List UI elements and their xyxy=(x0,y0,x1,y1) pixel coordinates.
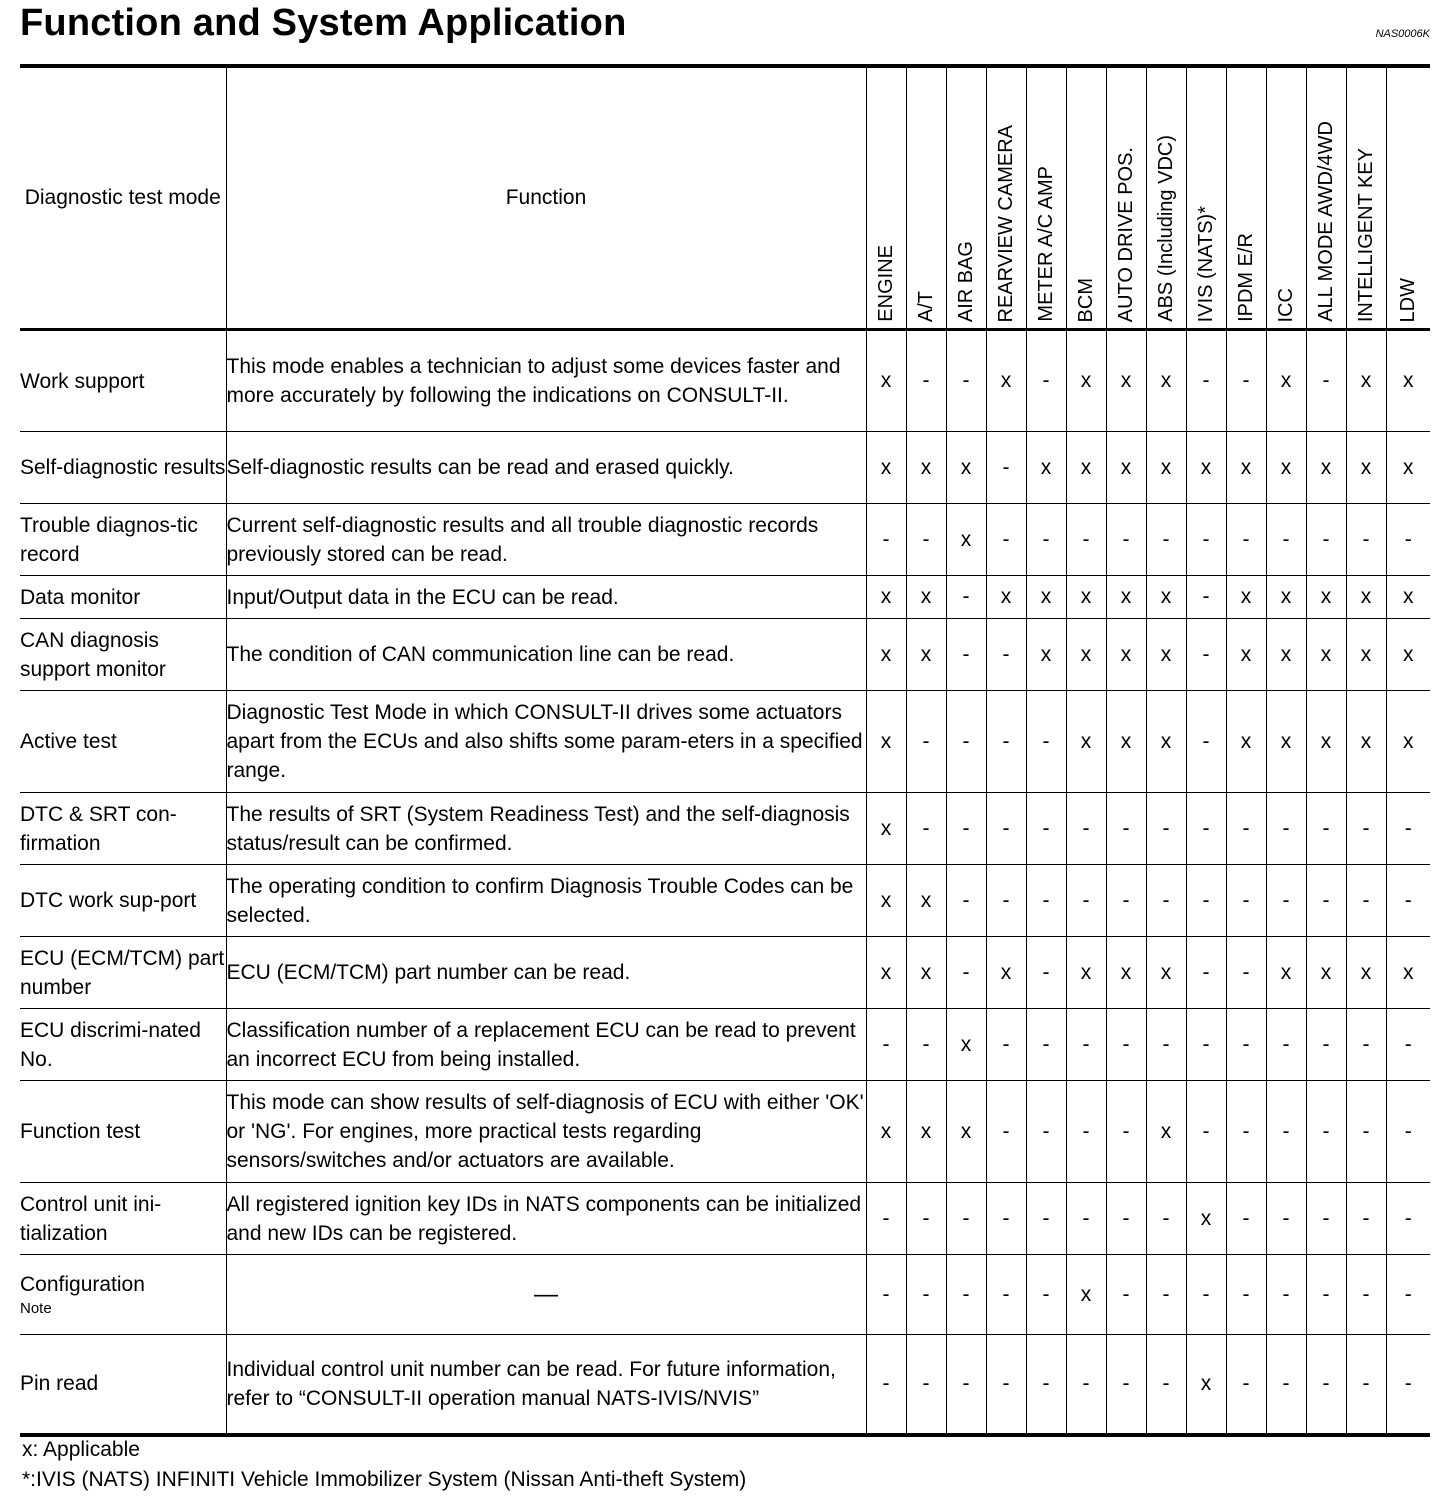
applicability-mark: x xyxy=(1266,576,1306,619)
applicability-mark: - xyxy=(1066,1009,1106,1081)
applicability-mark: x xyxy=(1226,576,1266,619)
function-description: All registered ignition key IDs in NATS components can be initialized and new IDs can be registered. xyxy=(226,1183,866,1255)
applicability-mark: x xyxy=(1386,619,1430,691)
applicability-mark: - xyxy=(906,504,946,576)
header-system-label: AUTO DRIVE POS. xyxy=(1115,146,1137,322)
applicability-mark: - xyxy=(946,937,986,1009)
header-system xyxy=(1306,66,1346,330)
table-row xyxy=(20,1255,1430,1335)
applicability-mark: x xyxy=(1266,330,1306,432)
applicability-mark: - xyxy=(1066,1183,1106,1255)
mode-note: Note xyxy=(20,1300,52,1317)
applicability-mark: - xyxy=(1386,1081,1430,1183)
applicability-mark: - xyxy=(1346,504,1386,576)
applicability-mark: x xyxy=(1146,937,1186,1009)
applicability-mark: - xyxy=(946,1255,986,1335)
applicability-mark: - xyxy=(1386,865,1430,937)
applicability-mark: - xyxy=(1106,504,1146,576)
applicability-mark: - xyxy=(1226,865,1266,937)
applicability-mark: - xyxy=(1346,793,1386,865)
applicability-mark: - xyxy=(1386,1183,1430,1255)
table-row xyxy=(20,432,1430,504)
applicability-mark: - xyxy=(1266,1009,1306,1081)
applicability-mark: - xyxy=(1266,865,1306,937)
applicability-mark: - xyxy=(1146,1009,1186,1081)
applicability-mark: - xyxy=(1146,504,1186,576)
applicability-mark: x xyxy=(986,576,1026,619)
applicability-mark: - xyxy=(1266,1255,1306,1335)
applicability-mark: - xyxy=(1026,504,1066,576)
mode-cell xyxy=(20,1335,226,1435)
asterisk-note: *:IVIS (NATS) INFINITI Vehicle Immobilizer System (Nissan Anti-theft System) xyxy=(22,1468,747,1491)
applicability-mark: - xyxy=(1026,691,1066,793)
applicability-mark: x xyxy=(1266,619,1306,691)
applicability-mark: x xyxy=(906,937,946,1009)
applicability-mark: x xyxy=(1106,937,1146,1009)
header-system xyxy=(1026,66,1066,330)
function-description: ECU (ECM/TCM) part number can be read. xyxy=(226,937,866,1009)
applicability-mark: - xyxy=(1306,330,1346,432)
applicability-mark: x xyxy=(906,576,946,619)
table-row xyxy=(20,1081,1430,1183)
mode-label: DTC work sup-port xyxy=(20,889,197,912)
applicability-mark: - xyxy=(906,1183,946,1255)
applicability-mark: - xyxy=(1026,330,1066,432)
mode-label: Function test xyxy=(20,1120,141,1143)
applicability-mark: - xyxy=(1186,504,1226,576)
function-description: Input/Output data in the ECU can be read. xyxy=(226,576,866,619)
mode-cell xyxy=(20,330,226,432)
applicability-mark: x xyxy=(906,619,946,691)
header-system-label: ABS (Including VDC) xyxy=(1155,135,1177,322)
applicability-mark: - xyxy=(946,619,986,691)
mode-cell xyxy=(20,1009,226,1081)
header-system xyxy=(866,66,906,330)
function-description: Individual control unit number can be read. For future information, refer to “CONSULT-II operation manual NATS-IVIS/NVIS” xyxy=(226,1335,866,1435)
applicability-mark: - xyxy=(1386,793,1430,865)
applicability-mark: - xyxy=(1226,1335,1266,1435)
header-system-label: REARVIEW CAMERA xyxy=(995,124,1017,322)
applicability-mark: - xyxy=(1026,865,1066,937)
applicability-mark: x xyxy=(1146,619,1186,691)
applicability-mark: x xyxy=(866,576,906,619)
applicability-mark: - xyxy=(1026,1335,1066,1435)
applicability-mark: - xyxy=(1026,1183,1066,1255)
applicability-mark: - xyxy=(1306,1183,1346,1255)
mode-cell xyxy=(20,504,226,576)
mode-cell xyxy=(20,432,226,504)
applicability-mark: x xyxy=(986,330,1026,432)
applicability-mark: - xyxy=(1146,1255,1186,1335)
applicability-mark: x xyxy=(1066,619,1106,691)
applicability-mark: - xyxy=(1266,793,1306,865)
applicability-mark: x xyxy=(1346,576,1386,619)
applicability-mark: x xyxy=(1106,576,1146,619)
applicability-mark: x xyxy=(906,1081,946,1183)
applicability-mark: - xyxy=(1026,1081,1066,1183)
applicability-mark: x xyxy=(1226,691,1266,793)
applicability-mark: - xyxy=(986,504,1026,576)
header-system-label: IPDM E/R xyxy=(1235,233,1257,322)
function-description: The condition of CAN communication line can be read. xyxy=(226,619,866,691)
applicability-mark: x xyxy=(1306,432,1346,504)
header-system-label: ALL MODE AWD/4WD xyxy=(1315,121,1337,322)
mode-label: Configuration xyxy=(20,1273,145,1296)
applicability-mark: - xyxy=(906,793,946,865)
applicability-mark: x xyxy=(1386,691,1430,793)
applicability-mark: - xyxy=(1226,1255,1266,1335)
mode-cell xyxy=(20,1183,226,1255)
applicability-mark: - xyxy=(1106,1081,1146,1183)
header-function: Function xyxy=(226,66,866,330)
legend-note: x: Applicable xyxy=(22,1438,140,1461)
applicability-mark: x xyxy=(1146,432,1186,504)
applicability-mark: x xyxy=(866,865,906,937)
function-system-table xyxy=(20,64,1430,1437)
mode-label: CAN diagnosis support monitor xyxy=(20,628,166,681)
applicability-mark: - xyxy=(946,793,986,865)
header-system xyxy=(986,66,1026,330)
applicability-mark: x xyxy=(1066,1255,1106,1335)
applicability-mark: - xyxy=(986,1009,1026,1081)
applicability-mark: - xyxy=(1226,504,1266,576)
applicability-mark: - xyxy=(1026,1009,1066,1081)
header-system xyxy=(1146,66,1186,330)
applicability-mark: - xyxy=(1226,1183,1266,1255)
applicability-mark: x xyxy=(1266,937,1306,1009)
applicability-mark: - xyxy=(866,1335,906,1435)
applicability-mark: - xyxy=(946,691,986,793)
applicability-mark: - xyxy=(1106,793,1146,865)
applicability-mark: x xyxy=(1386,937,1430,1009)
function-description: The operating condition to confirm Diagnosis Trouble Codes can be selected. xyxy=(226,865,866,937)
header-system xyxy=(1106,66,1146,330)
applicability-mark: x xyxy=(1186,1335,1226,1435)
applicability-mark: - xyxy=(1186,691,1226,793)
applicability-mark: - xyxy=(1106,1255,1146,1335)
applicability-mark: - xyxy=(1306,865,1346,937)
applicability-mark: x xyxy=(866,793,906,865)
table-body xyxy=(20,330,1430,1435)
applicability-mark: - xyxy=(1226,793,1266,865)
applicability-mark: x xyxy=(906,432,946,504)
applicability-mark: - xyxy=(1146,1335,1186,1435)
applicability-mark: - xyxy=(1226,1009,1266,1081)
applicability-mark: - xyxy=(1066,1081,1106,1183)
header-system-label: IVIS (NATS)* xyxy=(1195,205,1217,322)
applicability-mark: - xyxy=(1226,330,1266,432)
applicability-mark: - xyxy=(1306,1335,1346,1435)
applicability-mark: - xyxy=(906,330,946,432)
applicability-mark: - xyxy=(1026,1255,1066,1335)
mode-label: Work support xyxy=(20,369,145,393)
applicability-mark: x xyxy=(1106,432,1146,504)
applicability-mark: - xyxy=(1186,865,1226,937)
applicability-mark: x xyxy=(1066,330,1106,432)
applicability-mark: - xyxy=(1266,504,1306,576)
table-row xyxy=(20,1009,1430,1081)
applicability-mark: - xyxy=(866,1009,906,1081)
applicability-mark: x xyxy=(866,330,906,432)
applicability-mark: - xyxy=(1186,619,1226,691)
mode-cell xyxy=(20,576,226,619)
applicability-mark: x xyxy=(1146,691,1186,793)
applicability-mark: x xyxy=(1026,619,1066,691)
applicability-mark: x xyxy=(986,937,1026,1009)
applicability-mark: x xyxy=(1066,691,1106,793)
mode-cell xyxy=(20,619,226,691)
applicability-mark: x xyxy=(1226,432,1266,504)
function-description: Current self-diagnostic results and all trouble diagnostic records previously stored can be read. xyxy=(226,504,866,576)
applicability-mark: x xyxy=(1026,576,1066,619)
applicability-mark: x xyxy=(1386,330,1430,432)
table-row xyxy=(20,1335,1430,1435)
applicability-mark: x xyxy=(1146,576,1186,619)
applicability-mark: x xyxy=(866,691,906,793)
applicability-mark: x xyxy=(946,504,986,576)
applicability-mark: x xyxy=(1146,1081,1186,1183)
header-system xyxy=(1266,66,1306,330)
function-description: — xyxy=(226,1255,866,1335)
applicability-mark: x xyxy=(866,619,906,691)
header-system xyxy=(906,66,946,330)
applicability-mark: x xyxy=(1346,619,1386,691)
applicability-mark: - xyxy=(1346,1081,1386,1183)
mode-label: Data monitor xyxy=(20,585,141,609)
applicability-mark: - xyxy=(1386,1335,1430,1435)
applicability-mark: x xyxy=(1186,432,1226,504)
applicability-mark: - xyxy=(1066,504,1106,576)
mode-label: DTC & SRT con-firmation xyxy=(20,802,177,855)
mode-cell xyxy=(20,793,226,865)
applicability-mark: x xyxy=(1106,691,1146,793)
applicability-mark: x xyxy=(1306,619,1346,691)
applicability-mark: x xyxy=(1346,691,1386,793)
mode-cell xyxy=(20,937,226,1009)
applicability-mark: - xyxy=(986,1335,1026,1435)
mode-cell xyxy=(20,691,226,793)
mode-label: Control unit ini-tialization xyxy=(20,1192,162,1245)
applicability-mark: x xyxy=(1186,1183,1226,1255)
applicability-mark: - xyxy=(866,504,906,576)
function-description: Self-diagnostic results can be read and erased quickly. xyxy=(226,432,866,504)
function-description: This mode can show results of self-diagnosis of ECU with either 'OK' or 'NG'. For engines, more practical tests regarding sensors/switches and/or actuators are available. xyxy=(226,1081,866,1183)
applicability-mark: - xyxy=(906,1009,946,1081)
applicability-mark: x xyxy=(1066,432,1106,504)
applicability-mark: x xyxy=(866,937,906,1009)
header-system-label: A/T xyxy=(915,290,937,322)
applicability-mark: - xyxy=(1146,793,1186,865)
applicability-mark: - xyxy=(946,865,986,937)
header-system xyxy=(1226,66,1266,330)
applicability-mark: - xyxy=(1146,1183,1186,1255)
header-system-label: BCM xyxy=(1075,277,1097,322)
applicability-mark: - xyxy=(1346,865,1386,937)
applicability-mark: - xyxy=(1106,1335,1146,1435)
applicability-mark: - xyxy=(1346,1183,1386,1255)
table-row xyxy=(20,619,1430,691)
applicability-mark: - xyxy=(1186,330,1226,432)
applicability-mark: - xyxy=(1346,1335,1386,1435)
applicability-mark: - xyxy=(946,1183,986,1255)
mode-label: ECU discrimi-nated No. xyxy=(20,1018,201,1071)
applicability-mark: - xyxy=(1306,1009,1346,1081)
table-row xyxy=(20,691,1430,793)
applicability-mark: - xyxy=(866,1183,906,1255)
applicability-mark: - xyxy=(1306,1255,1346,1335)
applicability-mark: x xyxy=(866,1081,906,1183)
applicability-mark: - xyxy=(986,1081,1026,1183)
applicability-mark: - xyxy=(1106,1009,1146,1081)
header-system xyxy=(1066,66,1106,330)
applicability-mark: x xyxy=(1066,576,1106,619)
applicability-mark: - xyxy=(986,1255,1026,1335)
applicability-mark: - xyxy=(906,1335,946,1435)
applicability-mark: - xyxy=(1186,1255,1226,1335)
applicability-mark: x xyxy=(1306,937,1346,1009)
header-system-label: ICC xyxy=(1275,287,1297,322)
applicability-mark: - xyxy=(1386,1009,1430,1081)
applicability-mark: - xyxy=(986,432,1026,504)
table-row xyxy=(20,330,1430,432)
applicability-mark: - xyxy=(1226,1081,1266,1183)
header-system-label: ENGINE xyxy=(875,245,897,322)
header-row xyxy=(20,66,1430,330)
function-description: Classification number of a replacement ECU can be read to prevent an incorrect ECU from being installed. xyxy=(226,1009,866,1081)
applicability-mark: - xyxy=(986,865,1026,937)
applicability-mark: - xyxy=(946,330,986,432)
applicability-mark: - xyxy=(1306,793,1346,865)
applicability-mark: x xyxy=(1266,432,1306,504)
applicability-mark: - xyxy=(1346,1255,1386,1335)
applicability-mark: - xyxy=(1266,1335,1306,1435)
applicability-mark: x xyxy=(1266,691,1306,793)
applicability-mark: - xyxy=(1186,937,1226,1009)
applicability-mark: - xyxy=(1106,1183,1146,1255)
applicability-mark: - xyxy=(1026,937,1066,1009)
mode-label: ECU (ECM/TCM) part number xyxy=(20,946,225,999)
applicability-mark: - xyxy=(866,1255,906,1335)
applicability-mark: x xyxy=(1026,432,1066,504)
function-description: Diagnostic Test Mode in which CONSULT-II drives some actuators apart from the ECUs and also shifts some param-eters in a specified range. xyxy=(226,691,866,793)
applicability-mark: - xyxy=(1226,937,1266,1009)
header-system-label: METER A/C AMP xyxy=(1035,166,1057,322)
document-code: NAS0006K xyxy=(1375,28,1430,40)
applicability-mark: - xyxy=(1066,793,1106,865)
table-row xyxy=(20,937,1430,1009)
mode-cell xyxy=(20,1255,226,1335)
applicability-mark: x xyxy=(1346,330,1386,432)
table-row xyxy=(20,576,1430,619)
table-row xyxy=(20,865,1430,937)
header-system-label: AIR BAG xyxy=(955,240,977,322)
applicability-mark: - xyxy=(1306,1081,1346,1183)
mode-cell xyxy=(20,1081,226,1183)
mode-label: Trouble diagnos-tic record xyxy=(20,513,198,566)
applicability-mark: - xyxy=(1106,865,1146,937)
applicability-mark: - xyxy=(1186,1081,1226,1183)
mode-cell xyxy=(20,865,226,937)
applicability-mark: x xyxy=(1386,432,1430,504)
applicability-mark: x xyxy=(946,432,986,504)
header-system-label: LDW xyxy=(1397,277,1420,322)
header-system-label: INTELLIGENT KEY xyxy=(1355,147,1377,322)
applicability-mark: x xyxy=(1146,330,1186,432)
function-description: The results of SRT (System Readiness Test) and the self-diagnosis status/result can be confirmed. xyxy=(226,793,866,865)
table-row xyxy=(20,793,1430,865)
applicability-mark: - xyxy=(946,576,986,619)
table-row xyxy=(20,504,1430,576)
table-row xyxy=(20,1183,1430,1255)
applicability-mark: - xyxy=(1346,1009,1386,1081)
applicability-mark: - xyxy=(986,691,1026,793)
applicability-mark: - xyxy=(1146,865,1186,937)
applicability-mark: - xyxy=(1266,1183,1306,1255)
applicability-mark: x xyxy=(1346,937,1386,1009)
applicability-mark: x xyxy=(866,432,906,504)
applicability-mark: x xyxy=(1386,576,1430,619)
applicability-mark: - xyxy=(1306,504,1346,576)
applicability-mark: - xyxy=(906,1255,946,1335)
applicability-mark: - xyxy=(1026,793,1066,865)
applicability-mark: x xyxy=(946,1081,986,1183)
applicability-mark: - xyxy=(986,1183,1026,1255)
applicability-mark: - xyxy=(1386,504,1430,576)
applicability-mark: - xyxy=(946,1335,986,1435)
applicability-mark: - xyxy=(1066,865,1106,937)
applicability-mark: - xyxy=(1066,1335,1106,1435)
applicability-mark: x xyxy=(1106,619,1146,691)
applicability-mark: x xyxy=(1346,432,1386,504)
mode-label: Self-diagnostic results xyxy=(20,456,226,479)
applicability-mark: - xyxy=(986,793,1026,865)
page-title: Function and System Application xyxy=(20,2,627,44)
applicability-mark: - xyxy=(1386,1255,1430,1335)
applicability-mark: - xyxy=(1266,1081,1306,1183)
applicability-mark: x xyxy=(906,865,946,937)
applicability-mark: - xyxy=(1186,793,1226,865)
applicability-mark: - xyxy=(1186,1009,1226,1081)
applicability-mark: x xyxy=(1106,330,1146,432)
header-system xyxy=(1186,66,1226,330)
applicability-mark: - xyxy=(986,619,1026,691)
applicability-mark: x xyxy=(946,1009,986,1081)
header-system xyxy=(946,66,986,330)
mode-label: Pin read xyxy=(20,1372,99,1396)
function-description: This mode enables a technician to adjust some devices faster and more accurately by following the indications on CONSULT-II. xyxy=(226,330,866,432)
applicability-mark: - xyxy=(1186,576,1226,619)
applicability-mark: x xyxy=(1226,619,1266,691)
mode-label: Active test xyxy=(20,730,117,753)
applicability-mark: x xyxy=(1306,691,1346,793)
header-system xyxy=(1346,66,1386,330)
applicability-mark: x xyxy=(1306,576,1346,619)
header-system xyxy=(1386,66,1430,330)
header-diagnostic-test-mode: Diagnostic test mode xyxy=(20,66,226,330)
applicability-mark: - xyxy=(906,691,946,793)
applicability-mark: x xyxy=(1066,937,1106,1009)
